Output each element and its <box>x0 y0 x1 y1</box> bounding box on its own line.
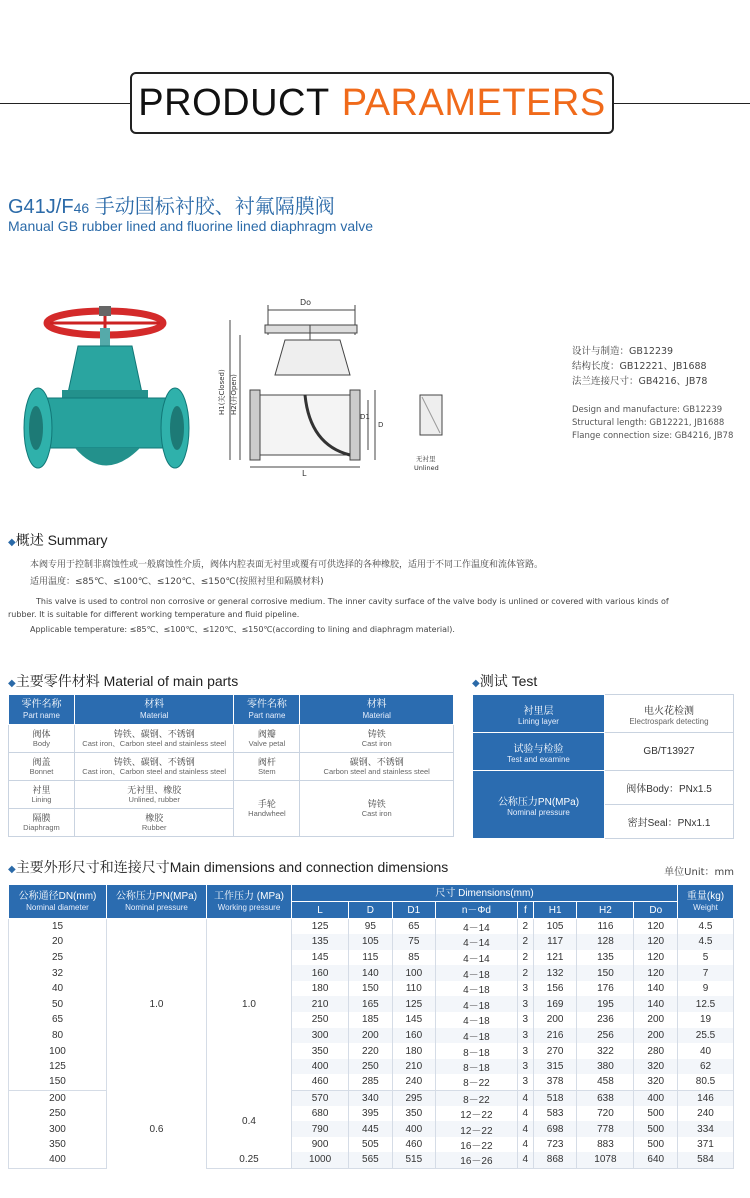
header-pn: 公称压力PN(MPa) Nominal pressure <box>107 885 207 919</box>
table-cell: 2 <box>517 919 533 935</box>
table-cell: 220 <box>349 1043 392 1059</box>
bullet-icon: ◆ <box>8 678 16 689</box>
table-cell: 583 <box>533 1106 576 1122</box>
table-cell: 4－14 <box>436 934 518 950</box>
drawing-label-l: L <box>302 469 307 478</box>
table-cell: 3 <box>517 1012 533 1028</box>
table-cell: 400 <box>634 1090 678 1106</box>
table-cell: 720 <box>577 1106 634 1122</box>
product-title-en: Manual GB rubber lined and fluorine lined diaphragm valve <box>8 218 373 234</box>
table-cell: 16－22 <box>436 1137 518 1153</box>
header-col: H2 <box>577 902 634 919</box>
table-cell: 8－18 <box>436 1043 518 1059</box>
header-word-parameters: PARAMETERS <box>341 81 606 124</box>
table-cell: 515 <box>392 1152 435 1168</box>
table-cell: 120 <box>634 934 678 950</box>
table-cell: 100 <box>9 1043 107 1059</box>
table-cell: 15 <box>9 919 107 935</box>
spec-line: 设计与制造：GB12239 <box>572 346 674 357</box>
table-cell: 140 <box>634 981 678 997</box>
table-cell: 500 <box>634 1121 678 1137</box>
table-cell: 395 <box>349 1106 392 1122</box>
table-cell: 210 <box>392 1059 435 1075</box>
table-row: 试验与检验 Test and examine GB/T13927 <box>473 733 734 771</box>
table-cell: 210 <box>292 996 349 1012</box>
specs-zh <box>572 344 707 389</box>
table-cell: 16－26 <box>436 1152 518 1168</box>
header-material: 材料 Material <box>74 695 234 725</box>
summary-zh-1: 本阀专用于控制非腐蚀性或一般腐蚀性介质，阀体内腔表面无衬里或覆有可供选择的各种橡胶，适用于不同工作温度和流体管路。 <box>30 560 544 570</box>
table-cell: 40 <box>678 1043 734 1059</box>
spec-line: 法兰连接尺寸：GB4216、JB78 <box>572 376 708 387</box>
table-cell: 300 <box>9 1121 107 1137</box>
table-cell: 75 <box>392 934 435 950</box>
table-cell: 150 <box>577 965 634 981</box>
table-cell: 4－18 <box>436 965 518 981</box>
table-cell: 125 <box>292 919 349 935</box>
table-cell: 640 <box>634 1152 678 1168</box>
table-cell: 120 <box>634 919 678 935</box>
table-cell: 500 <box>634 1137 678 1153</box>
table-cell: 505 <box>349 1137 392 1153</box>
table-cell: 460 <box>392 1137 435 1153</box>
product-name-zh: 手动国标衬胶、衬氟隔膜阀 <box>94 196 335 218</box>
spec-line: 结构长度：GB12221、JB1688 <box>572 361 707 372</box>
table-cell: 778 <box>577 1121 634 1137</box>
table-cell: 285 <box>349 1074 392 1090</box>
table-cell: 7 <box>678 965 734 981</box>
table-cell: 680 <box>292 1106 349 1122</box>
table-cell: 8－22 <box>436 1074 518 1090</box>
table-cell: 25 <box>9 950 107 966</box>
table-row: 公称压力PN(MPa) Nominal pressure 阀体Body：PNx1.5 <box>473 771 734 805</box>
table-cell: 4－18 <box>436 981 518 997</box>
table-cell: 200 <box>634 1028 678 1044</box>
table-cell: 1000 <box>292 1152 349 1168</box>
table-cell: 25.5 <box>678 1028 734 1044</box>
table-cell: 236 <box>577 1012 634 1028</box>
table-cell: 80 <box>9 1028 107 1044</box>
table-cell: 165 <box>349 996 392 1012</box>
table-cell: 4－18 <box>436 1012 518 1028</box>
table-cell: 125 <box>392 996 435 1012</box>
table-cell: 140 <box>349 965 392 981</box>
table-cell: 115 <box>349 950 392 966</box>
table-cell: 340 <box>349 1090 392 1106</box>
summary-heading: ◆概述 Summary <box>8 532 108 548</box>
bullet-icon: ◆ <box>472 678 480 689</box>
table-cell: 12－22 <box>436 1121 518 1137</box>
dimensions-table <box>8 884 734 1169</box>
table-cell: 128 <box>577 934 634 950</box>
table-cell: 150 <box>349 981 392 997</box>
table-cell: 4 <box>517 1152 533 1168</box>
table-cell: 5 <box>678 950 734 966</box>
header-word-product: PRODUCT <box>138 81 330 124</box>
table-cell: 2 <box>517 950 533 966</box>
valve-photo <box>20 298 195 483</box>
table-cell: 350 <box>392 1106 435 1122</box>
table-cell: 2 <box>517 965 533 981</box>
table-cell: 900 <box>292 1137 349 1153</box>
table-cell: 322 <box>577 1043 634 1059</box>
table-cell: 65 <box>9 1012 107 1028</box>
table-row: 隔膜 Diaphragm 橡胶 Rubber <box>9 809 454 837</box>
table-cell: 0.4 <box>207 1090 292 1152</box>
table-cell: 110 <box>392 981 435 997</box>
table-cell: 180 <box>392 1043 435 1059</box>
table-row: 阀盖 Bonnet 铸铁、碳钢、不锈钢 Cast iron、Carbon steel and stainless steel 阀杆 Stem 碳钢、不锈钢 Carbon steel and stainless steel <box>9 753 454 781</box>
table-cell: 790 <box>292 1121 349 1137</box>
table-cell: 3 <box>517 1074 533 1090</box>
table-cell: 400 <box>9 1152 107 1168</box>
header-col: Do <box>634 902 678 919</box>
table-cell: 20 <box>9 934 107 950</box>
header-part-name: 零件名称 Part name <box>9 695 75 725</box>
header-dn: 公称通径DN(mm) Nominal diameter <box>9 885 107 919</box>
bullet-icon: ◆ <box>8 864 16 875</box>
product-model-sub: 46 <box>73 200 90 216</box>
summary-en-3: Applicable temperature: ≤85℃、≤100℃、≤120℃、≤150℃(according to lining and diaphragm material). <box>30 625 455 634</box>
table-cell: 0.6 <box>107 1090 207 1168</box>
table-cell: 320 <box>634 1074 678 1090</box>
table-cell: 868 <box>533 1152 576 1168</box>
table-cell: 250 <box>9 1106 107 1122</box>
table-cell: 156 <box>533 981 576 997</box>
header-col: D1 <box>392 902 435 919</box>
spec-line: Flange connection size: GB4216, JB78 <box>572 431 734 441</box>
table-cell: 150 <box>9 1074 107 1090</box>
table-cell: 584 <box>678 1152 734 1168</box>
table-cell: 1.0 <box>207 919 292 1091</box>
table-cell: 518 <box>533 1090 576 1106</box>
header-col: H1 <box>533 902 576 919</box>
table-cell: 1078 <box>577 1152 634 1168</box>
table-cell: 1.0 <box>107 919 207 1091</box>
table-cell: 270 <box>533 1043 576 1059</box>
table-cell: 240 <box>678 1106 734 1122</box>
table-cell: 8－18 <box>436 1059 518 1075</box>
summary-zh-2: 适用温度：≤85℃、≤100℃、≤120℃、≤150℃(按照衬里和隔膜材料) <box>30 577 324 587</box>
test-table <box>472 694 734 839</box>
table-cell: 120 <box>634 965 678 981</box>
table-cell: 117 <box>533 934 576 950</box>
table-cell: 883 <box>577 1137 634 1153</box>
table-cell: 378 <box>533 1074 576 1090</box>
table-cell: 80.5 <box>678 1074 734 1090</box>
drawing-label-do: Do <box>300 298 312 307</box>
table-cell: 12.5 <box>678 996 734 1012</box>
table-cell: 256 <box>577 1028 634 1044</box>
table-cell: 200 <box>349 1028 392 1044</box>
header-col: D <box>349 902 392 919</box>
table-cell: 300 <box>292 1028 349 1044</box>
header-line-right <box>614 103 750 104</box>
table-cell: 132 <box>533 965 576 981</box>
table-cell: 176 <box>577 981 634 997</box>
table-cell: 121 <box>533 950 576 966</box>
table-cell: 3 <box>517 1028 533 1044</box>
table-cell: 180 <box>292 981 349 997</box>
header-col: f <box>517 902 533 919</box>
table-cell: 40 <box>9 981 107 997</box>
table-cell: 280 <box>634 1043 678 1059</box>
table-cell: 723 <box>533 1137 576 1153</box>
header-line-left <box>0 103 130 104</box>
table-cell: 4－14 <box>436 950 518 966</box>
unit-label: 单位Unit：mm <box>664 867 734 878</box>
header-weight: 重量(kg) Weight <box>678 885 734 919</box>
table-cell: 116 <box>577 919 634 935</box>
table-cell: 371 <box>678 1137 734 1153</box>
table-cell: 100 <box>392 965 435 981</box>
table-cell: 195 <box>577 996 634 1012</box>
table-cell: 350 <box>9 1137 107 1153</box>
table-cell: 295 <box>392 1090 435 1106</box>
drawing-label-h1: H1(关Closed) <box>218 369 226 415</box>
table-cell: 350 <box>292 1043 349 1059</box>
valve-section-drawing <box>210 295 470 480</box>
table-cell: 95 <box>349 919 392 935</box>
table-cell: 200 <box>9 1090 107 1106</box>
table-cell: 570 <box>292 1090 349 1106</box>
table-cell: 4－18 <box>436 996 518 1012</box>
table-cell: 334 <box>678 1121 734 1137</box>
table-cell: 315 <box>533 1059 576 1075</box>
table-cell: 216 <box>533 1028 576 1044</box>
product-model: G41J/F <box>8 196 74 218</box>
table-cell: 4.5 <box>678 919 734 935</box>
table-cell: 185 <box>349 1012 392 1028</box>
header-part-name: 零件名称 Part name <box>234 695 300 725</box>
table-row <box>9 919 734 935</box>
table-cell: 0.25 <box>207 1152 292 1168</box>
dimensions-heading: ◆主要外形尺寸和连接尺寸Main dimensions and connection dimensions <box>8 859 449 875</box>
table-cell: 250 <box>349 1059 392 1075</box>
table-cell: 12－22 <box>436 1106 518 1122</box>
table-row: 衬里层 Lining layer 电火花检测 Electrospark detecting <box>473 695 734 733</box>
header-dimensions: 尺寸 Dimensions(mm) <box>292 885 678 902</box>
summary-en-1: This valve is used to control non corrosive or general corrosive medium. The inner cavity surface of the valve body is unlined or covered with various kinds of <box>36 597 669 606</box>
table-cell: 638 <box>577 1090 634 1106</box>
table-cell: 120 <box>634 950 678 966</box>
table-cell: 380 <box>577 1059 634 1075</box>
table-cell: 500 <box>634 1106 678 1122</box>
table-cell: 458 <box>577 1074 634 1090</box>
table-cell: 4－14 <box>436 919 518 935</box>
drawing-label-unlined-zh: 无衬里 <box>416 455 436 463</box>
materials-table <box>8 694 454 837</box>
table-cell: 400 <box>292 1059 349 1075</box>
spec-line: Structural length: GB12221, JB1688 <box>572 418 725 428</box>
table-cell: 65 <box>392 919 435 935</box>
table-cell: 50 <box>9 996 107 1012</box>
bullet-icon: ◆ <box>8 537 16 548</box>
table-row: 密封Seal：PNx1.1 <box>473 805 734 839</box>
table-cell: 160 <box>392 1028 435 1044</box>
table-row <box>9 1090 734 1106</box>
table-cell: 125 <box>9 1059 107 1075</box>
table-cell: 4－18 <box>436 1028 518 1044</box>
summary-en-2: rubber. It is suitable for different working temperature and fluid pipeline. <box>8 610 300 619</box>
table-cell: 4.5 <box>678 934 734 950</box>
header-col: L <box>292 902 349 919</box>
table-cell: 698 <box>533 1121 576 1137</box>
table-cell: 320 <box>634 1059 678 1075</box>
table-cell: 200 <box>634 1012 678 1028</box>
table-cell: 460 <box>292 1074 349 1090</box>
test-heading: ◆测试 Test <box>472 673 538 689</box>
table-row: 阀体 Body 铸铁、碳钢、不锈钢 Cast iron、Carbon steel and stainless steel 阀瓣 Valve petal 铸铁 Cast iron <box>9 725 454 753</box>
table-cell: 9 <box>678 981 734 997</box>
table-cell: 3 <box>517 1059 533 1075</box>
drawing-label-h2: H2(开Open) <box>230 374 238 415</box>
table-cell: 135 <box>577 950 634 966</box>
table-cell: 3 <box>517 996 533 1012</box>
table-cell: 400 <box>392 1121 435 1137</box>
drawing-label-d1: D1 <box>360 413 370 421</box>
table-cell: 240 <box>392 1074 435 1090</box>
table-cell: 19 <box>678 1012 734 1028</box>
table-cell: 160 <box>292 965 349 981</box>
header-col: n－Φd <box>436 902 518 919</box>
table-cell: 62 <box>678 1059 734 1075</box>
table-cell: 85 <box>392 950 435 966</box>
table-cell: 3 <box>517 981 533 997</box>
header-banner <box>130 72 614 134</box>
table-cell: 4 <box>517 1106 533 1122</box>
table-cell: 169 <box>533 996 576 1012</box>
materials-heading: ◆主要零件材料 Material of main parts <box>8 673 239 689</box>
table-cell: 250 <box>292 1012 349 1028</box>
specs-en <box>572 404 733 443</box>
drawing-label-unlined-en: Unlined <box>414 464 439 472</box>
header-wp: 工作压力 (MPa) Working pressure <box>207 885 292 919</box>
table-cell: 4 <box>517 1137 533 1153</box>
table-cell: 145 <box>392 1012 435 1028</box>
table-cell: 135 <box>292 934 349 950</box>
table-cell: 32 <box>9 965 107 981</box>
table-cell: 145 <box>292 950 349 966</box>
table-cell: 8－22 <box>436 1090 518 1106</box>
table-cell: 140 <box>634 996 678 1012</box>
table-cell: 105 <box>349 934 392 950</box>
drawing-label-d: D <box>378 421 384 429</box>
header-material: 材料 Material <box>300 695 454 725</box>
table-cell: 2 <box>517 934 533 950</box>
table-cell: 4 <box>517 1121 533 1137</box>
table-cell: 565 <box>349 1152 392 1168</box>
table-cell: 4 <box>517 1090 533 1106</box>
product-title-zh <box>8 190 335 219</box>
table-cell: 105 <box>533 919 576 935</box>
table-cell: 445 <box>349 1121 392 1137</box>
spec-line: Design and manufacture: GB12239 <box>572 405 723 415</box>
table-cell: 3 <box>517 1043 533 1059</box>
table-cell: 146 <box>678 1090 734 1106</box>
table-row: 衬里 Lining 无衬里、橡胶 Unlined, rubber 手轮 Handwheel 铸铁 Cast iron <box>9 781 454 809</box>
table-cell: 200 <box>533 1012 576 1028</box>
